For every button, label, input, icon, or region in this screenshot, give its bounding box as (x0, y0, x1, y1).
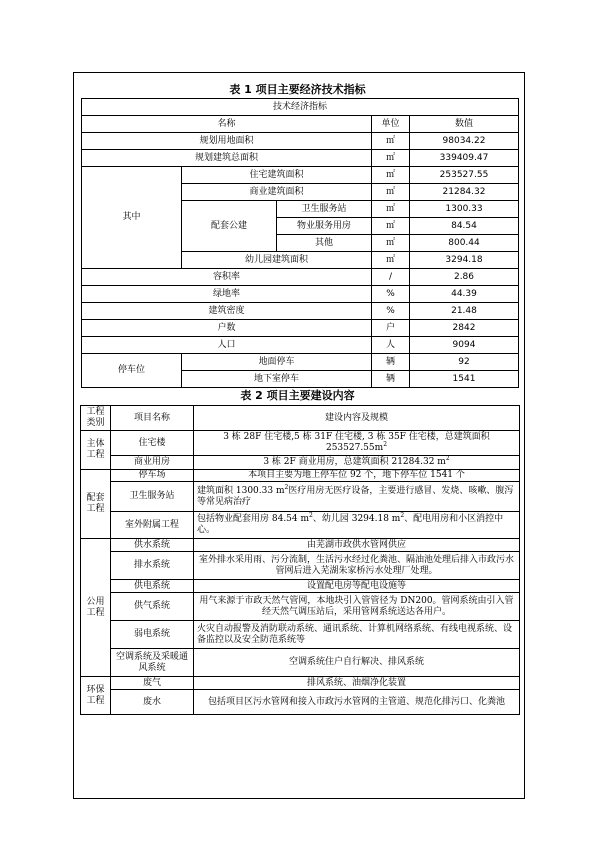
row-value: 2.86 (410, 269, 519, 286)
table-row (82, 320, 519, 337)
row-value: 92 (410, 354, 519, 371)
project-content: 由芜湖市政供水管网供应 (194, 539, 520, 552)
superscript: 2 (383, 441, 388, 448)
table2 (80, 405, 520, 715)
project-name: 住宅楼 (111, 431, 194, 456)
row-label: 物业服务用房 (277, 218, 372, 235)
table-row (82, 167, 519, 184)
row-value: 339409.47 (410, 150, 519, 167)
row-value: 3294.18 (410, 252, 519, 269)
project-name: 商业用房 (111, 456, 194, 470)
project-name: 排水系统 (111, 552, 194, 580)
table-row (82, 286, 519, 303)
project-content: 火灾自动报警及消防联动系统、通讯系统、计算机网络系统、有线电视系统、设备监控以及安全防范系统等 (194, 621, 520, 649)
row-value: 21.48 (410, 303, 519, 320)
content-text: 3 栋 28F 住宅楼,5 栋 31F 住宅楼, 3 栋 35F 住宅楼，总建筑面积 253527.55m (223, 432, 490, 453)
table2-col-content: 建设内容及规模 (194, 406, 520, 431)
row-value: 9094 (410, 337, 519, 354)
row-value: 1300.33 (410, 201, 519, 218)
project-content: 本项目主要为地上停车位 92 个，地下停车位 1541 个 (194, 470, 520, 482)
row-value: 1541 (410, 371, 519, 388)
group-tingche: 停车位 (82, 354, 182, 388)
category-main: 主体工程 (81, 431, 111, 470)
table-row (82, 150, 519, 167)
superscript: 2 (309, 512, 313, 519)
row-label: 户数 (82, 320, 372, 337)
superscript: 2 (445, 455, 450, 462)
content-text: 包括物业配套用房 84.54 m (197, 514, 310, 524)
table-row (82, 354, 519, 371)
row-unit: % (372, 303, 410, 320)
row-value: 44.39 (410, 286, 519, 303)
project-content: 设置配电房等配电设施等 (194, 580, 520, 593)
table-row (82, 303, 519, 320)
row-label: 住宅建筑面积 (182, 167, 372, 184)
table1-header-group: 技术经济指标 (82, 99, 519, 116)
row-label: 地下室停车 (182, 371, 372, 388)
row-label: 建筑密度 (82, 303, 372, 320)
table-row (81, 621, 520, 649)
row-unit: % (372, 286, 410, 303)
project-name: 室外附属工程 (111, 512, 194, 539)
row-unit: ㎡ (372, 184, 410, 201)
content-text: 建筑面积 1300.33 m (197, 485, 285, 496)
row-unit: 辆 (372, 371, 410, 388)
project-name: 卫生服务站 (111, 482, 194, 512)
table-row (82, 337, 519, 354)
project-name: 供电系统 (111, 580, 194, 593)
row-label: 规划用地面积 (82, 133, 372, 150)
row-unit: 户 (372, 320, 410, 337)
table-row (81, 482, 520, 512)
row-label: 绿地率 (82, 286, 372, 303)
row-unit: ㎡ (372, 133, 410, 150)
category-public: 公用工程 (81, 539, 111, 677)
row-value: 2842 (410, 320, 519, 337)
row-label: 容积率 (82, 269, 372, 286)
table1-col-value: 数值 (410, 116, 519, 133)
row-label: 规划建筑总面积 (82, 150, 372, 167)
table-row (81, 649, 520, 677)
row-unit: 人 (372, 337, 410, 354)
project-content: 排风系统、油烟净化装置 (194, 677, 520, 690)
category-support: 配套工程 (81, 470, 111, 539)
content-text: 3 栋 2F 商业用房，总建筑面积 21284.32 m (263, 457, 446, 467)
table-row (81, 470, 520, 482)
table-row (82, 133, 519, 150)
table2-col-name: 项目名称 (111, 406, 194, 431)
superscript: 2 (400, 512, 405, 519)
table-row (81, 512, 520, 539)
project-name: 空调系统及采暖通风系统 (111, 649, 194, 677)
project-name: 弱电系统 (111, 621, 194, 649)
table2-col-type: 工程类别 (81, 406, 111, 431)
project-content: 空调系统住户自行解决、排风系统 (194, 649, 520, 677)
content-text: 医疗用房无医疗设备，主要进行感冒、发烧、咳嗽、腹泻等常见病治疗 (197, 485, 514, 507)
table1-col-name: 名称 (82, 116, 372, 133)
group-qizhong: 其中 (82, 167, 182, 269)
table2-title: 表 2 项目主要建设内容 (240, 389, 355, 402)
table-row (81, 539, 520, 552)
row-label: 幼儿园建筑面积 (182, 252, 372, 269)
row-value: 98034.22 (410, 133, 519, 150)
row-unit: ㎡ (372, 252, 410, 269)
project-content (194, 431, 520, 456)
project-content: 包括项目区污水管网和接入市政污水管网的主管道、规范化排污口、化粪池 (194, 690, 520, 715)
row-value: 21284.32 (410, 184, 519, 201)
row-unit: ㎡ (372, 201, 410, 218)
table-row (81, 593, 520, 621)
row-unit: ㎡ (372, 235, 410, 252)
project-content (194, 482, 520, 512)
row-value: 84.54 (410, 218, 519, 235)
table-row (81, 552, 520, 580)
table-row (81, 580, 520, 593)
table1-title: 表 1 项目主要经济技术指标 (229, 83, 366, 96)
content-text: 、幼儿园 3294.18 m (312, 514, 401, 524)
row-unit: ㎡ (372, 218, 410, 235)
row-unit: / (372, 269, 410, 286)
row-unit: ㎡ (372, 150, 410, 167)
project-content (194, 456, 520, 470)
row-unit: ㎡ (372, 167, 410, 184)
project-content (194, 512, 520, 539)
table-row (81, 431, 520, 456)
table-row (82, 269, 519, 286)
row-value: 800.44 (410, 235, 519, 252)
category-env: 环保工程 (81, 677, 111, 715)
project-name: 废水 (111, 690, 194, 715)
project-name: 停车场 (111, 470, 194, 482)
row-value: 253527.55 (410, 167, 519, 184)
project-name: 废气 (111, 677, 194, 690)
table1-col-unit: 单位 (372, 116, 410, 133)
row-label: 地面停车 (182, 354, 372, 371)
table-row (81, 456, 520, 470)
row-label: 其他 (277, 235, 372, 252)
row-label: 人口 (82, 337, 372, 354)
table1 (81, 98, 519, 388)
row-label: 卫生服务站 (277, 201, 372, 218)
project-name: 供水系统 (111, 539, 194, 552)
project-content: 室外排水采用雨、污分流制，生活污水经过化粪池、隔油池处理后排入市政污水管网后进入芜湖朱家桥污水处理厂处理。 (194, 552, 520, 580)
group-peitao: 配套公建 (182, 201, 277, 252)
content-text: 、配电用房和小区消控中心。 (197, 514, 504, 535)
superscript: 2 (284, 483, 289, 491)
table-row (81, 677, 520, 690)
project-content: 用气来源于市政天然气管网，本地块引入管管径为 DN200。管网系统由引入管经天然气调压站后，采用管网系统送达各用户。 (194, 593, 520, 621)
row-label: 商业建筑面积 (182, 184, 372, 201)
row-unit: 辆 (372, 354, 410, 371)
table-row (81, 690, 520, 715)
project-name: 供气系统 (111, 593, 194, 621)
